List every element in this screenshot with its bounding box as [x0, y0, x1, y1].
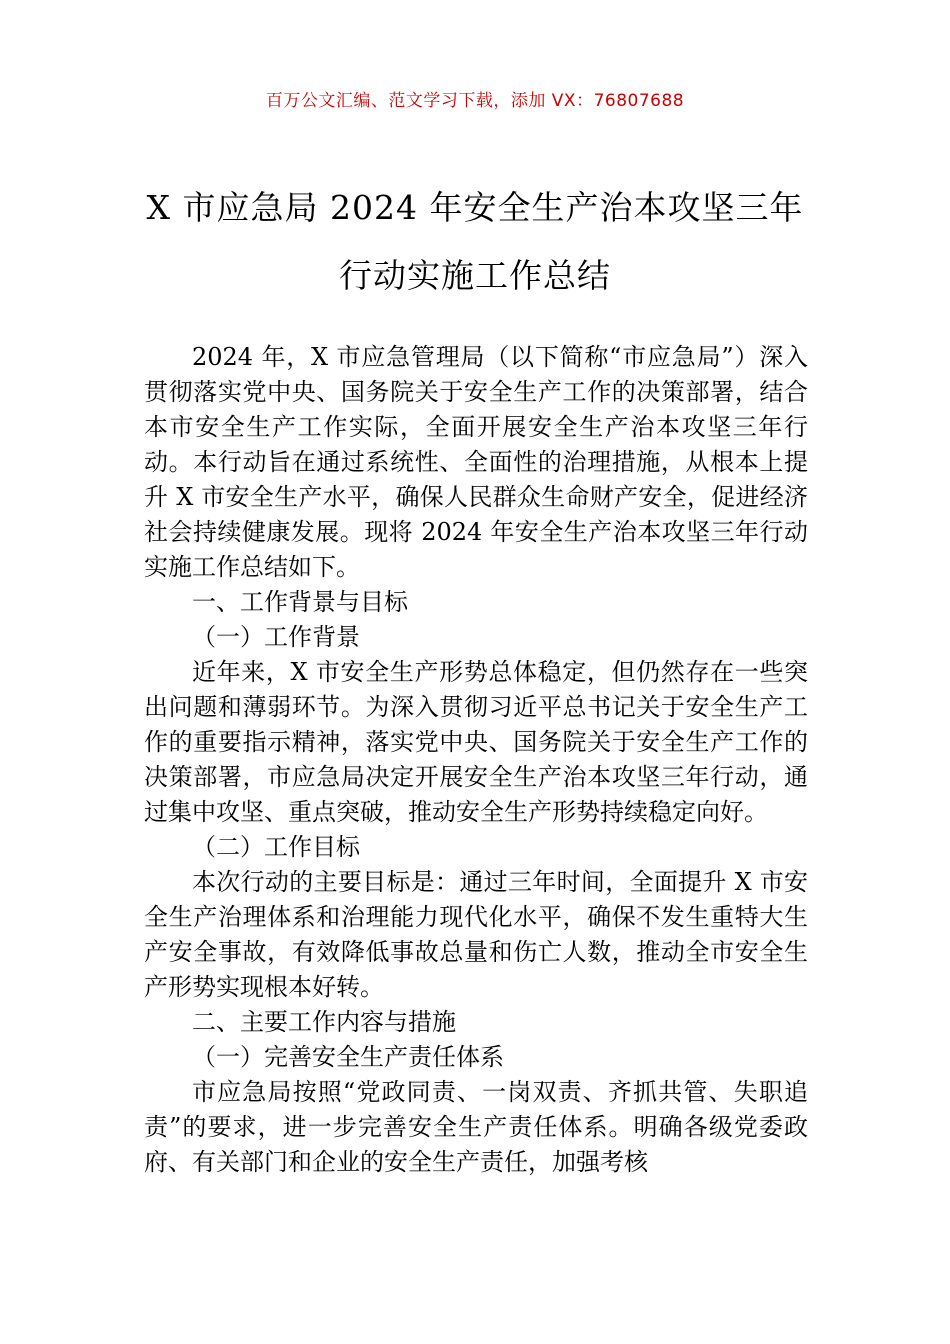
section-heading-2: 二、主要工作内容与措施 — [192, 1008, 456, 1036]
section-heading-1: 一、工作背景与目标 — [192, 588, 408, 616]
responsibility-paragraph: 市应急局按照“党政同责、一岗双责、齐抓共管、失职追责”的要求，进一步完善安全生产责任体系。明确各级党委政府、有关部门和企业的安全生产责任，加强考核 — [144, 1078, 808, 1176]
page-title-line-2: 行动实施工作总结 — [339, 256, 611, 295]
intro-paragraph: 2024 年，X 市应急管理局（以下简称“市应急局”）深入贯彻落实党中央、国务院关于安全生产工作的决策部署，结合本市安全生产工作实际，全面开展安全生产治本攻坚三年行动。本行动旨在通过系统性、全面性的治理措施，从根本上提升 X 市安全生产水平，确保人民群众生命财产安全，促进经济社会持续健康发展。现将 2024 年安全生产治本攻坚三年行动实施工作总结如下。 — [144, 343, 808, 581]
subsection-heading-responsibility: （一）完善安全生产责任体系 — [192, 1043, 504, 1071]
background-paragraph: 近年来，X 市安全生产形势总体稳定，但仍然存在一些突出问题和薄弱环节。为深入贯彻习近平总书记关于安全生产工作的重要指示精神，落实党中央、国务院关于安全生产工作的决策部署，市应急局决定开展安全生产治本攻坚三年行动，通过集中攻坚、重点突破，推动安全生产形势持续稳定向好。 — [144, 658, 808, 826]
document-body — [144, 340, 808, 1180]
subsection-heading-goals: （二）工作目标 — [192, 833, 360, 861]
goals-paragraph: 本次行动的主要目标是：通过三年时间，全面提升 X 市安全生产治理体系和治理能力现代化水平，确保不发生重特大生产安全事故，有效降低事故总量和伤亡人数，推动全市安全生产形势实现根本好转。 — [144, 868, 808, 1001]
header-note: 百万公文汇编、范文学习下载，添加 VX：76807688 — [265, 91, 685, 111]
page-title-line-1: X 市应急局 2024 年安全生产治本攻坚三年 — [146, 188, 804, 227]
subsection-heading-background: （一）工作背景 — [192, 623, 360, 651]
